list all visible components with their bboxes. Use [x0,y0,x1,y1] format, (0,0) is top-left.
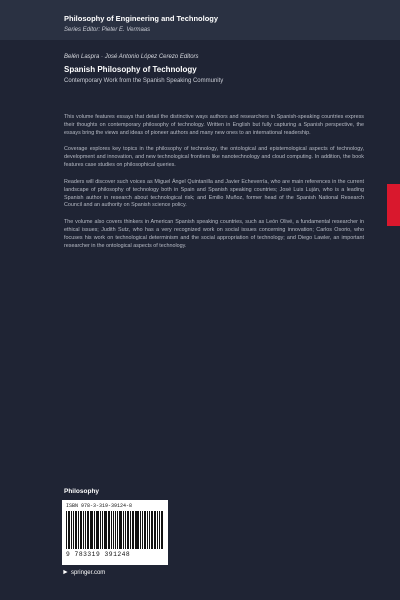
arrow-icon: ► [62,569,69,576]
barcode-bar [75,511,78,549]
description-text [64,114,364,260]
barcode-bar [80,511,82,549]
description-paragraph-3: Readers will discover such voices as Miguel Ángel Quintanilla and Javier Echeverría, who are main references in the current landscape of philosophy of technology both in Spain and Spanish speaking countries; José Luis Luján, who is a leading Spanish author in research about technological risk; and Emilio Muñoz, former head of the Spanish National Research Council and an authority on Spanish science policy. [64,178,364,209]
barcode-bar [83,511,84,549]
series-header-band [0,0,400,40]
barcode-bar [161,511,163,549]
barcode-bar [66,511,67,549]
website-url: springer.com [70,569,106,576]
book-title: Spanish Philosophy of Technology [64,65,197,74]
barcode-bar [135,511,136,549]
barcode [66,511,164,549]
barcode-bar [90,511,93,549]
barcode-bar [111,511,112,549]
book-subtitle: Contemporary Work from the Spanish Speaking Community [64,78,224,84]
barcode-panel [62,500,168,565]
barcode-bar [154,511,157,549]
barcode-bar [102,511,103,549]
book-editors: Belén Laspra · José Antonio López Cerezo Editors [64,54,199,60]
description-paragraph-2: Coverage explores key topics in the philosophy of technology, the ontological and epistemological aspects of technology, development and innovation, and new technological frontiers like nanotechnology and cloud computing. In addition, the book features case studies on philosophical queries. [64,146,364,169]
barcode-bar [157,511,158,549]
barcode-bar [96,511,97,549]
publisher-website[interactable] [62,569,105,576]
red-edge-tab [387,184,400,226]
series-title: Philosophy of Engineering and Technology [64,14,219,23]
barcode-bar [159,511,160,549]
description-paragraph-4: The volume also covers thinkers in American Spanish speaking countries, such as León Olivé, a fundamental researcher in ethical issues; Judith Sutz, who has a very recognized work on social issues concerning innovation; Carlos Osorio, who focuses his work on technological determinism and the social appropriation of technology; and Diego Lawler, an important researcher in the ontological aspects of technology. [64,219,364,249]
barcode-bar [136,511,139,549]
barcode-bar [119,511,122,549]
series-editor: Series Editor: Pieter E. Vermaas [64,27,151,33]
barcode-bar [132,511,134,549]
barcode-bar [78,511,79,549]
barcode-bar [147,511,148,549]
description-paragraph-1: This volume features essays that detail the distinctive ways authors and researchers in Spanish-speaking countries express their thoughts on contemporary philosophy of technology. Written in English but fully capturing a Spanish perspective, the essays bring the views and ideas of pioneer authors and many new ones to an international readership. [64,114,364,136]
barcode-bar [97,511,99,549]
barcode-bar [151,511,153,549]
barcode-bar [71,511,72,549]
subject-label: Philosophy [64,488,100,495]
barcode-bar [104,511,107,549]
isbn-text: ISBN 978-3-319-39124-8 [66,503,133,509]
barcode-bar [108,511,110,549]
barcode-bar [125,511,126,549]
barcode-bar [94,511,95,549]
barcode-digits: 9 783319 391248 [66,551,131,558]
barcode-bar [123,511,124,549]
barcode-bar [149,511,150,549]
barcode-bar [87,511,89,549]
barcode-bar [115,511,117,549]
barcode-bar [85,511,86,549]
barcode-bar [144,511,146,549]
barcode-bar [100,511,101,549]
barcode-bar [73,511,74,549]
barcode-bar [130,511,131,549]
barcode-bar [140,511,141,549]
barcode-bar [68,511,70,549]
barcode-bar [117,511,118,549]
barcode-bar [142,511,143,549]
barcode-bar [127,511,129,549]
barcode-bar [113,511,114,549]
